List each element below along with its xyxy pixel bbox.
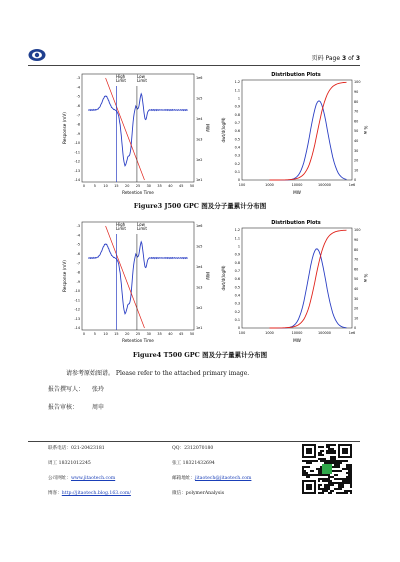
- figure4-dist-y2tick: 10: [354, 316, 359, 321]
- figure3-chrom-ytick: -11: [74, 150, 80, 155]
- figure4-dist-y2tick: 40: [354, 287, 359, 291]
- figure3-dist-y2tick: 10: [354, 168, 359, 173]
- figure3-chrom-ytick: -3: [76, 76, 80, 81]
- figure4-dist-ytick: 1.1: [234, 236, 240, 241]
- fig4-low-limit-label: Low Limit: [137, 222, 147, 231]
- figure4-chrom-y2tick: 1e4: [196, 265, 203, 269]
- figure4-chrom-ytick: -5: [76, 242, 80, 247]
- figure4-chrom-y2tick: 1e5: [196, 244, 203, 249]
- figure4-chrom-xtick: 15: [114, 332, 119, 336]
- figure4-chrom-xtick: 45: [179, 332, 184, 336]
- figure3-dist-xtick: 10000: [291, 183, 303, 187]
- figure3-chrom-xtick: 15: [114, 184, 119, 188]
- figure3-dist-y2tick: 20: [354, 158, 359, 163]
- figure4-chrom-y2tick: 1e1: [196, 326, 203, 331]
- company-logo: [28, 48, 46, 62]
- figure3-dist-xtick: 100000: [318, 183, 331, 187]
- figure4-chrom-y2tick: 1e2: [196, 305, 203, 310]
- figure4-chrom-xtick: 20: [125, 332, 130, 336]
- figure3-chrom-xtick: 0: [82, 184, 86, 188]
- figure4-dist-ytick: 0.9: [234, 252, 240, 257]
- figure4-chrom-ytick: -10: [74, 289, 80, 294]
- footer-qq: QQ：2312070180: [172, 446, 214, 451]
- figure4-chrom-ytick: -14: [74, 326, 80, 331]
- figure3-chrom-y2tick: 1e3: [196, 137, 203, 142]
- figure3-chrom-ytick: -5: [76, 94, 80, 99]
- figure3-dist-ytick: 0.8: [234, 112, 240, 117]
- figure3-dist-y2tick: 60: [354, 119, 359, 124]
- blog-link[interactable]: http://jitaotech.blog.163.com/: [61, 491, 131, 496]
- footer-phone: 联系电话：021-20423181: [48, 446, 105, 451]
- figure3-dist-ytick: 0.6: [234, 129, 240, 134]
- fig3-distribution-xlabel: MW: [293, 190, 301, 195]
- figure3-dist-ytick: 1: [237, 96, 240, 101]
- figure3-chrom-xtick: 45: [179, 184, 184, 188]
- figure3-chrom-xtick: 20: [125, 184, 130, 188]
- figure3-chrom-y2tick: 1e2: [196, 157, 203, 162]
- figure4-dist-y2tick: 20: [354, 306, 359, 311]
- figure3-chrom-y2tick: 1e6: [196, 76, 203, 81]
- footer-website: 公司网址：www.jitaotech.com: [48, 476, 116, 481]
- figure4-dist-y2tick: 90: [354, 238, 359, 242]
- reporter-name: 张玲: [91, 386, 104, 393]
- figure3-chrom-xtick: 25: [135, 184, 141, 188]
- figure3-chrom-ytick: -10: [74, 141, 80, 146]
- email-link[interactable]: jitaotech@jitaotech.com: [194, 476, 252, 481]
- figure3-dist-xtick: 1e6: [348, 183, 356, 187]
- fig4-high-limit-label: High Limit: [116, 222, 126, 231]
- fig3-chromatogram-xlabel: Retention Time: [122, 190, 154, 195]
- figure4-chrom-xtick: 0: [82, 332, 86, 336]
- figure3-dist-y2tick: 90: [354, 90, 359, 94]
- figure4-dist-ytick: 0.8: [234, 260, 240, 265]
- fig4-distribution-xlabel: MW: [293, 338, 301, 343]
- figure3-chrom-y2tick: 1e4: [196, 117, 203, 121]
- figure4-dist-xtick: 10000: [291, 331, 303, 335]
- figure4-chrom-ytick: -8: [76, 270, 80, 275]
- fig4-chromatogram: [60, 218, 210, 346]
- fig3-distribution-plot: [218, 70, 368, 198]
- fig3-low-limit-label: Low Limit: [137, 74, 147, 83]
- figure3-dist-ytick: 0.1: [234, 170, 240, 175]
- figure3-dist-ytick: 1.2: [234, 80, 240, 85]
- figure3-chrom-xtick: 30: [146, 184, 151, 188]
- fig3-high-limit-label: High Limit: [116, 74, 126, 83]
- reviewer-label: 报告审核：: [48, 404, 79, 411]
- fig3-chromatogram-y2label: MW: [205, 124, 210, 132]
- fig4-caption: Figure4 T500 GPC 图及分子量累计分布图: [132, 351, 268, 359]
- figure4-dist-ytick: 0: [237, 326, 240, 331]
- figure3-chrom-ytick: -6: [76, 104, 80, 109]
- figure4-dist-ytick: 1.2: [234, 228, 240, 233]
- figure4-dist-xtick: 100000: [318, 331, 331, 335]
- figure3-chrom-xtick: 50: [189, 184, 195, 188]
- figure4-dist-ytick: 1: [237, 244, 240, 249]
- figure4-dist-xtick: 1e6: [348, 331, 356, 335]
- fig4-distribution-plot: [218, 218, 368, 346]
- figure3-chrom-ytick: -9: [76, 131, 80, 136]
- fig4-chromatogram-y2label: MW: [205, 272, 210, 280]
- figure4-dist-ytick: 0.7: [234, 269, 240, 274]
- figure3-dist-ytick: 0.7: [234, 121, 240, 126]
- figure4-chrom-y2tick: 1e3: [196, 285, 203, 290]
- figure3-dist-ytick: 0.2: [234, 161, 240, 166]
- figure3-chrom-ytick: -7: [76, 113, 80, 118]
- figure4-chrom-xtick: 5: [93, 332, 96, 336]
- figure3-chrom-ytick: -4: [76, 85, 80, 90]
- figure4-chrom-xtick: 10: [103, 332, 108, 336]
- figure4-dist-xtick: 100: [238, 331, 246, 335]
- figure4-chrom-ytick: -4: [76, 233, 80, 238]
- figure3-dist-y2tick: 50: [354, 129, 359, 134]
- figure4-chrom-xtick: 40: [168, 332, 173, 336]
- header-divider: [28, 65, 360, 66]
- figure3-dist-y2tick: 100: [354, 80, 361, 85]
- figure3-dist-ytick: 0.9: [234, 104, 240, 109]
- figure3-dist-xtick: 100: [238, 183, 246, 187]
- figure3-chrom-ytick: -8: [76, 122, 80, 127]
- footer-contact-zhang: 张工 18321432694: [172, 461, 215, 466]
- footer-wechat: 微信：polymerAnalysis: [172, 491, 225, 496]
- fig4-distribution-ylabel: dwt/d(logM): [221, 265, 226, 291]
- figure3-dist-ytick: 0.3: [234, 153, 240, 158]
- wechat-qr-code: [302, 444, 352, 494]
- figure4-dist-ytick: 0.4: [234, 293, 240, 298]
- figure3-dist-ytick: 0: [237, 178, 240, 183]
- figure4-chrom-xtick: 30: [146, 332, 151, 336]
- figure4-chrom-ytick: -11: [74, 298, 80, 303]
- footer-email: 邮箱地址：jitaotech@jitaotech.com: [172, 476, 252, 481]
- primary-image-note: 请参考原始图谱。 Please refer to the attached primary image.: [66, 370, 250, 377]
- footer-divider: [28, 441, 360, 442]
- figure4-dist-y2tick: 70: [354, 257, 359, 262]
- figure4-dist-ytick: 0.6: [234, 277, 240, 282]
- fig4-distribution-title: Distribution Plots: [271, 220, 321, 226]
- footer-contact-zhou: 周工 18321012245: [48, 461, 91, 466]
- figure3-dist-y2tick: 0: [354, 178, 357, 183]
- figure3-dist-ytick: 1.1: [234, 88, 240, 93]
- figure3-dist-xtick: 1000: [265, 183, 274, 187]
- figure3-dist-y2tick: 70: [354, 109, 359, 114]
- figure4-chrom-ytick: -6: [76, 252, 80, 257]
- figure4-dist-y2tick: 80: [354, 247, 359, 252]
- figure4-chrom-ytick: -13: [74, 316, 80, 321]
- fig3-distribution-title: Distribution Plots: [271, 72, 321, 78]
- figure4-chrom-ytick: -12: [74, 307, 80, 312]
- figure4-dist-y2tick: 0: [354, 326, 357, 331]
- fig4-chromatogram-xlabel: Retention Time: [122, 338, 154, 343]
- figure3-chrom-xtick: 35: [157, 184, 162, 188]
- page-number: 页码 Page 3 of 3: [311, 55, 360, 62]
- figure3-chrom-y2tick: 1e5: [196, 96, 203, 101]
- fig3-chromatogram: [60, 70, 210, 198]
- figure4-chrom-ytick: -9: [76, 279, 80, 284]
- figure3-chrom-ytick: -14: [74, 178, 80, 183]
- figure3-chrom-ytick: -13: [74, 168, 80, 173]
- figure4-chrom-ytick: -3: [76, 224, 80, 229]
- figure3-chrom-y2tick: 1e1: [196, 178, 203, 183]
- figure3-dist-y2tick: 80: [354, 99, 359, 104]
- figure4-dist-ytick: 0.3: [234, 301, 240, 306]
- figure4-dist-y2tick: 60: [354, 267, 359, 272]
- figure4-chrom-ytick: -7: [76, 261, 80, 266]
- fig4-chromatogram-ylabel: Response (mV): [62, 260, 67, 292]
- figure3-chrom-xtick: 10: [103, 184, 108, 188]
- fig3-chromatogram-ylabel: Response (mV): [62, 112, 67, 144]
- figure3-dist-y2tick: 40: [354, 139, 359, 143]
- figure4-chrom-xtick: 25: [135, 332, 141, 336]
- figure4-dist-ytick: 0.5: [234, 285, 240, 290]
- figure4-chrom-y2tick: 1e6: [196, 224, 203, 229]
- figure4-chrom-xtick: 50: [189, 332, 195, 336]
- reporter-label: 报告撰写人：: [48, 386, 85, 393]
- website-link[interactable]: www.jitaotech.com: [70, 476, 116, 481]
- fig4-distribution-y2label: % w: [363, 273, 368, 283]
- figure4-dist-y2tick: 30: [354, 296, 359, 301]
- figure3-chrom-ytick: -12: [74, 159, 80, 164]
- figure4-dist-xtick: 1000: [265, 331, 274, 335]
- footer-blog: 博客：http://jitaotech.blog.163.com/: [48, 491, 131, 496]
- figure3-dist-ytick: 0.5: [234, 137, 240, 142]
- fig3-caption: Figure3 J500 GPC 图及分子量累计分布图: [133, 202, 267, 210]
- reviewer-name: 周申: [91, 404, 104, 411]
- figure4-dist-y2tick: 100: [354, 228, 361, 233]
- figure4-dist-y2tick: 50: [354, 277, 359, 282]
- reporter-line: [48, 384, 104, 393]
- fig3-distribution-ylabel: dwt/d(logM): [221, 117, 226, 143]
- reviewer-line: [48, 402, 104, 411]
- figure3-dist-ytick: 0.4: [234, 145, 240, 150]
- figure3-chrom-xtick: 5: [93, 184, 96, 188]
- figure4-dist-ytick: 0.2: [234, 309, 240, 314]
- figure4-dist-ytick: 0.1: [234, 318, 240, 323]
- fig3-distribution-y2label: % w: [363, 125, 368, 135]
- figure3-chrom-xtick: 40: [168, 184, 173, 188]
- figure3-dist-y2tick: 30: [354, 148, 359, 153]
- figure4-chrom-xtick: 35: [157, 332, 162, 336]
